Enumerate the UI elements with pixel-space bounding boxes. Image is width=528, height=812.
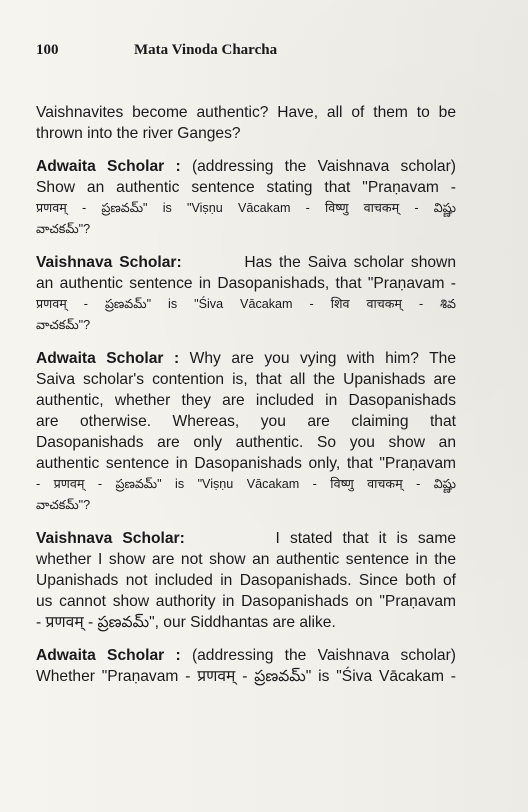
text-line	[36, 156, 456, 177]
body-text	[36, 102, 456, 699]
text-line: Whether "Praṇavam - प्रणवम् - ప్రణవమ్" is "Śiva Vācakam -	[36, 668, 456, 685]
text-line: Saiva scholar's contention is, that all the Upanishads are	[36, 371, 456, 388]
page-number: 100	[36, 42, 59, 58]
text-line: authentic, whether they are included in Dasopanishads	[36, 392, 456, 409]
text-line: Show an authentic sentence stating that "Praṇavam -	[36, 179, 456, 196]
speaker-label: Vaishnava Scholar:	[36, 254, 182, 271]
running-head: Mata Vinoda Charcha	[134, 42, 278, 58]
text-line: an authentic sentence in Dasopanishads, that "Praṇavam -	[36, 275, 456, 292]
text-line: - प्रणवम् - ప్రణవమ్" is "Viṣṇu Vācakam - विष्णु वाचकम् - విష్ణు	[36, 477, 456, 491]
paragraph	[36, 348, 456, 516]
text-line: వాచకమ్"?	[36, 498, 91, 512]
speaker-label: Adwaita Scholar :	[36, 647, 181, 664]
text-line: Upanishads not included in Dasopanishads. Since both of	[36, 572, 456, 589]
text-line	[36, 348, 456, 369]
paragraph	[36, 645, 456, 687]
text-line: Dasopanishads are only authentic. So you show an	[36, 434, 456, 451]
paragraph	[36, 252, 456, 336]
text-fragment: Has the Saiva scholar shown	[181, 254, 456, 271]
text-fragment: I stated that it is same	[184, 530, 456, 547]
text-line: are otherwise. Whereas, you are claiming that	[36, 413, 456, 430]
text-line	[36, 528, 456, 549]
text-fragment: (addressing the Vaishnava scholar)	[180, 158, 456, 175]
text-line	[36, 252, 456, 273]
text-line: whether I show are not show an authentic sentence in the	[36, 551, 456, 568]
text-line: प्रणवम् - ప్రణవమ్" is "Viṣṇu Vācakam - विष्णु वाचकम् - విష్ణు	[36, 201, 456, 215]
speaker-label: Vaishnava Scholar:	[36, 530, 185, 547]
speaker-label: Adwaita Scholar :	[36, 350, 180, 367]
text-line: వాచకమ్"?	[36, 318, 91, 332]
text-line: us cannot show authority in Dasopanishads on "Praṇavam	[36, 593, 456, 610]
text-line: Vaishnavites become authentic? Have, all of them to be	[36, 104, 456, 121]
text-fragment: (addressing the Vaishnava scholar)	[180, 647, 456, 664]
page-header	[36, 42, 492, 62]
speaker-label: Adwaita Scholar :	[36, 158, 181, 175]
paragraph	[36, 528, 456, 633]
text-line: - प्रणवम् - ప్రణవమ్", our Siddhantas are alike.	[36, 614, 336, 631]
text-line: authentic sentence in Dasopanishads only, that "Praṇavam	[36, 455, 456, 472]
text-line	[36, 645, 456, 666]
paragraph	[36, 156, 456, 240]
text-line: प्रणवम् - ప్రణవమ్" is "Śiva Vācakam - शिव वाचकम् - శివ	[36, 297, 456, 311]
text-fragment: Why are you vying with him? The	[179, 350, 457, 367]
text-line: వాచకమ్"?	[36, 222, 91, 236]
text-line: thrown into the river Ganges?	[36, 125, 241, 142]
paragraph	[36, 102, 456, 144]
